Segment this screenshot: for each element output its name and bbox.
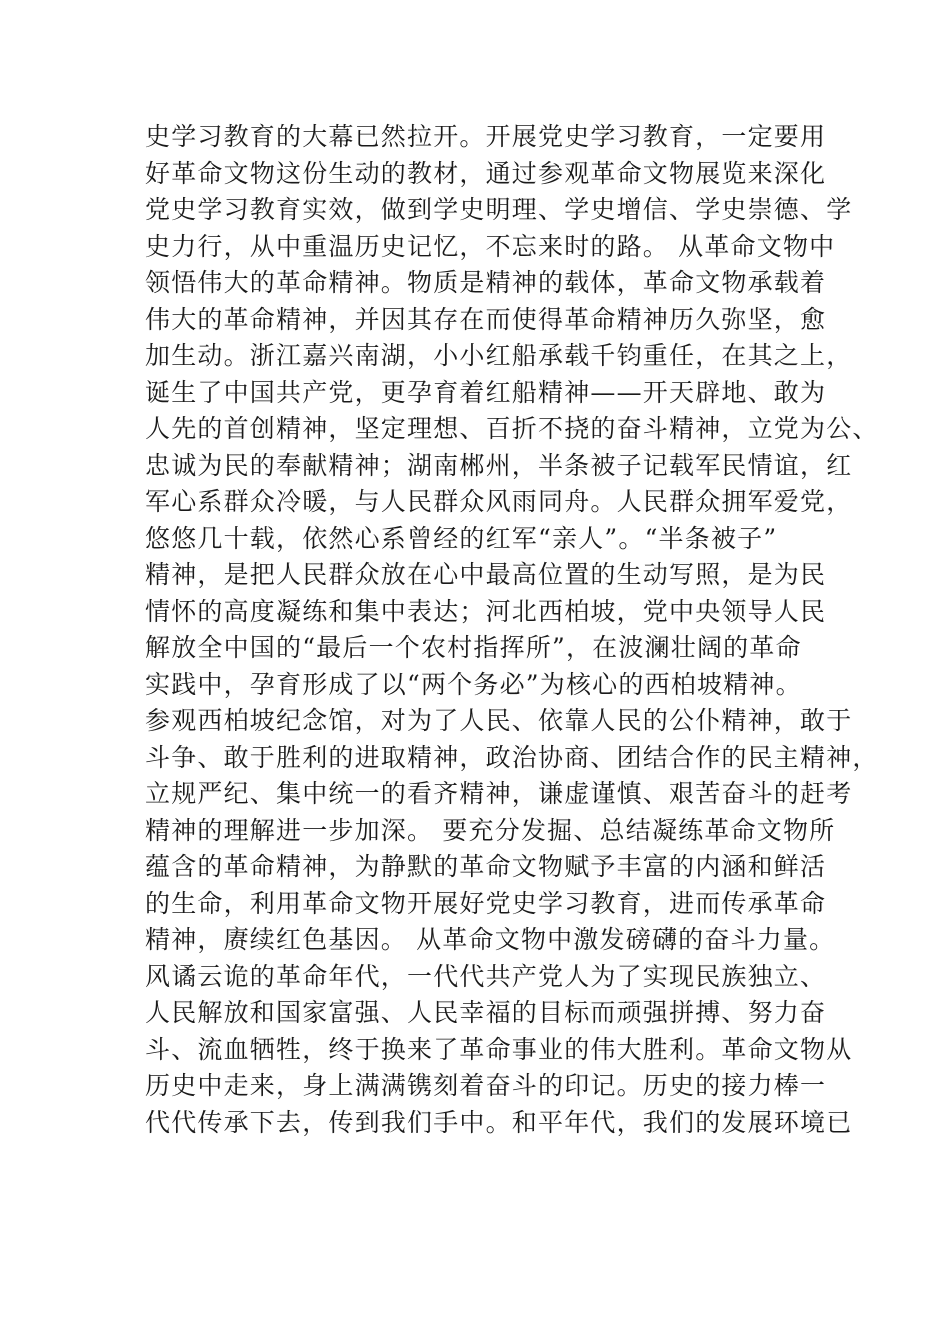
text-line: 蕴含的革命精神，为静默的革命文物赋予丰富的内涵和鲜活 bbox=[145, 852, 827, 881]
text-line: 精神的理解进一步加深。 要充分发掘、总结凝练革命文物所 bbox=[145, 815, 836, 845]
text-line: 精神，赓续红色基因。 从革命文物中激发磅礴的奋斗力量。 bbox=[145, 925, 836, 954]
text-line: 好革命文物这份生动的教材，通过参观革命文物展览来深化 bbox=[145, 158, 827, 188]
text-line: 实践中，孕育形成了以“两个务必”为核心的西柏坡精神。 bbox=[145, 669, 802, 699]
text-line: 领悟伟大的革命精神。物质是精神的载体，革命文物承载着 bbox=[145, 268, 827, 297]
body-text bbox=[145, 119, 879, 1141]
text-line: 精神，是把人民群众放在心中最高位置的生动写照，是为民 bbox=[145, 560, 827, 589]
text-line: 诞生了中国共产党，更孕育着红船精神——开天辟地、敢为 bbox=[145, 377, 827, 407]
text-line: 的生命，利用革命文物开展好党史学习教育，进而传承革命 bbox=[145, 888, 827, 918]
text-line: 斗、流血牺牲，终于换来了革命事业的伟大胜利。革命文物从 bbox=[145, 1034, 853, 1064]
text-line: 伟大的革命精神，并因其存在而使得革命精神历久弥坚，愈 bbox=[145, 304, 827, 334]
text-line: 加生动。浙江嘉兴南湖，小小红船承载千钧重任，在其之上， bbox=[145, 341, 853, 370]
text-line: 史学习教育的大幕已然拉开。开展党史学习教育，一定要用 bbox=[145, 122, 827, 151]
text-line: 人民解放和国家富强、人民幸福的目标而顽强拼搏、努力奋 bbox=[145, 998, 827, 1027]
text-line: 风谲云诡的革命年代，一代代共产党人为了实现民族独立、 bbox=[145, 961, 827, 991]
text-line: 史力行，从中重温历史记忆，不忘来时的路。 从革命文物中 bbox=[145, 231, 836, 261]
text-line: 忠诚为民的奉献精神；湖南郴州，半条被子记载军民情谊，红 bbox=[145, 450, 853, 480]
text-line: 立规严纪、集中统一的看齐精神，谦虚谨慎、艰苦奋斗的赶考 bbox=[145, 779, 853, 808]
text-line: 斗争、敢于胜利的进取精神，政治协商、团结合作的民主精神， bbox=[145, 742, 879, 772]
text-line: 军心系群众冷暖，与人民群众风雨同舟。人民群众拥军爱党， bbox=[145, 487, 853, 516]
text-line: 历史中走来，身上满满镌刻着奋斗的印记。历史的接力棒一 bbox=[145, 1071, 827, 1100]
text-line: 人先的首创精神，坚定理想、百折不挠的奋斗精神，立党为公、 bbox=[145, 414, 879, 443]
text-line: 情怀的高度凝练和集中表达；河北西柏坡，党中央领导人民 bbox=[145, 596, 827, 626]
text-line: 党史学习教育实效，做到学史明理、学史增信、学史崇德、学 bbox=[145, 195, 853, 224]
text-line: 解放全中国的“最后一个农村指挥所”，在波澜壮阔的革命 bbox=[145, 633, 802, 662]
text-line: 代代传承下去，传到我们手中。和平年代，我们的发展环境已 bbox=[145, 1107, 853, 1137]
text-line: 参观西柏坡纪念馆，对为了人民、依靠人民的公仆精神，敢于 bbox=[145, 706, 853, 735]
text-line: 悠悠几十载，依然心系曾经的红军“亲人”。“半条被子” bbox=[145, 523, 778, 553]
